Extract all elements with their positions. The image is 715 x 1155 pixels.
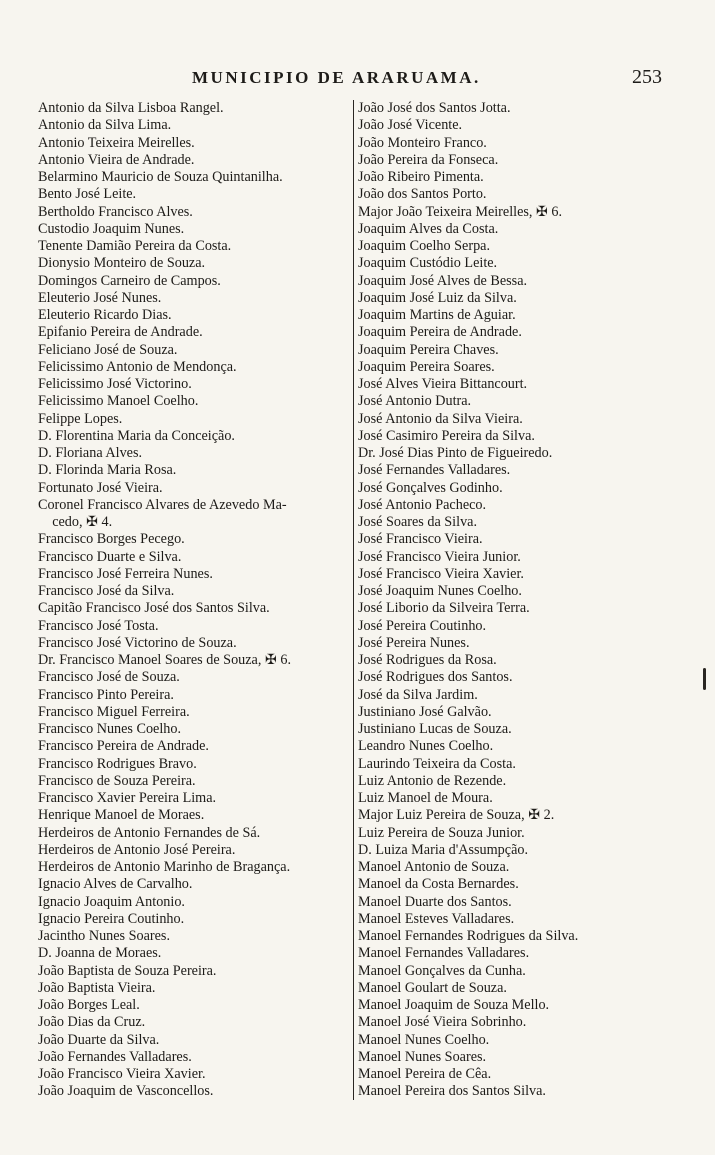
list-entry: Francisco Duarte e Silva. [38, 548, 182, 565]
list-entry: Antonio Teixeira Meirelles. [38, 134, 195, 151]
list-entry: Joaquim Pereira de Andrade. [358, 324, 522, 341]
list-entry: Herdeiros de Antonio Marinho de Bragança. [38, 859, 291, 875]
list-entry: Domingos Carneiro de Campos. [38, 272, 221, 289]
list-entry: José Pereira Coutinho. [358, 617, 487, 634]
page-number: 253 [632, 66, 662, 88]
list-entry: João Ribeiro Pimenta. [358, 169, 484, 185]
margin-mark [703, 668, 706, 690]
list-entry: Manoel Fernandes Valladares. [358, 945, 530, 962]
list-entry: João Francisco Vieira Xavier. [38, 1066, 206, 1082]
list-entry: Manoel Antonio de Souza. [358, 859, 510, 875]
list-entry: cedo, ✠ 4. [38, 514, 113, 530]
list-entry: D. Floriana Alves. [38, 445, 143, 461]
list-entry: José Rodrigues dos Santos. [358, 669, 513, 686]
list-entry: Herdeiros de Antonio Fernandes de Sá. [38, 824, 261, 841]
list-entry: D. Luiza Maria d'Assumpção. [358, 841, 529, 858]
list-entry: Feliciano José de Souza. [38, 341, 178, 358]
list-entry: José Antonio Pacheco. [358, 496, 487, 513]
list-entry: Ignacio Pereira Coutinho. [38, 910, 185, 927]
list-entry: Justiniano José Galvão. [358, 703, 492, 720]
list-entry: João Joaquim de Vasconcellos. [38, 1083, 214, 1100]
list-entry: Jacintho Nunes Soares. [38, 928, 170, 944]
list-entry: José Francisco Vieira Xavier. [358, 565, 524, 582]
list-entry: José Rodrigues da Rosa. [358, 652, 497, 668]
list-entry: José Gonçalves Godinho. [358, 479, 503, 496]
right-column [358, 100, 676, 1101]
list-entry: José Pereira Nunes. [358, 634, 470, 651]
list-entry: Francisco Pinto Pereira. [38, 686, 174, 703]
list-entry: João José Vicente. [358, 117, 463, 134]
list-entry: Major Luiz Pereira de Souza, ✠ 2. [358, 807, 555, 824]
list-entry: Francisco Borges Pecego. [38, 531, 185, 548]
list-entry: José da Silva Jardim. [358, 686, 478, 703]
list-entry: Manoel José Vieira Sobrinho. [358, 1014, 527, 1031]
list-entry: Eleuterio Ricardo Dias. [38, 307, 172, 323]
list-entry: Joaquim Martins de Aguiar. [358, 307, 516, 323]
list-entry: João José dos Santos Jotta. [358, 100, 511, 116]
list-entry: Antonio Vieira de Andrade. [38, 151, 195, 168]
list-entry: Coronel Francisco Alvares de Azevedo Ma- [38, 496, 287, 513]
list-entry: Manoel Goulart de Souza. [358, 979, 507, 996]
list-entry: Joaquim José Luiz da Silva. [358, 289, 517, 306]
list-entry: Antonio da Silva Lima. [38, 117, 172, 134]
list-entry: João Pereira da Fonseca. [358, 151, 499, 168]
list-entry: Manoel Esteves Valladares. [358, 910, 515, 927]
list-entry: Manoel Pereira de Cêa. [358, 1066, 492, 1082]
list-entry: Manoel da Costa Bernardes. [358, 876, 519, 893]
list-entry: Justiniano Lucas de Souza. [358, 721, 512, 737]
list-entry: Joaquim Coelho Serpa. [358, 238, 491, 254]
list-entry: João Monteiro Franco. [358, 134, 487, 151]
list-entry: Bento José Leite. [38, 186, 137, 203]
list-entry: D. Florinda Maria Rosa. [38, 462, 177, 479]
list-entry: Herdeiros de Antonio José Pereira. [38, 841, 236, 858]
list-entry: Leandro Nunes Coelho. [358, 738, 494, 755]
list-entry: Manoel Nunes Coelho. [358, 1031, 490, 1048]
list-entry: Manoel Gonçalves da Cunha. [358, 962, 526, 979]
list-entry: Fortunato José Vieira. [38, 479, 163, 496]
list-entry: Laurindo Teixeira da Costa. [358, 755, 516, 772]
list-entry: Francisco de Souza Pereira. [38, 772, 196, 789]
list-entry: José Alves Vieira Bittancourt. [358, 376, 528, 392]
list-entry: Bertholdo Francisco Alves. [38, 203, 193, 220]
list-entry: Felicissimo José Victorino. [38, 376, 192, 392]
list-entry: Manoel Pereira dos Santos Silva. [358, 1083, 546, 1100]
list-entry: Custodio Joaquim Nunes. [38, 220, 185, 237]
page-title: MUNICIPIO DE ARARUAMA. [192, 68, 481, 87]
list-entry: José Liborio da Silveira Terra. [358, 600, 530, 617]
list-entry: José Francisco Vieira Junior. [358, 548, 521, 565]
list-entry: Major João Teixeira Meirelles, ✠ 6. [358, 203, 563, 220]
list-entry: Ignacio Alves de Carvalho. [38, 876, 193, 893]
list-entry: Luiz Antonio de Rezende. [358, 772, 507, 789]
list-entry: Eleuterio José Nunes. [38, 289, 162, 306]
list-entry: Francisco Pereira de Andrade. [38, 738, 209, 755]
list-entry: João Dias da Cruz. [38, 1014, 146, 1031]
list-entry: Francisco José de Souza. [38, 669, 180, 686]
list-entry: Manoel Fernandes Rodrigues da Silva. [358, 928, 579, 944]
list-entry: Belarmino Mauricio de Souza Quintanilha. [38, 169, 283, 185]
page-header [0, 68, 715, 92]
left-column [38, 100, 350, 1101]
list-entry: Tenente Damião Pereira da Costa. [38, 238, 232, 254]
list-entry: Felicissimo Antonio de Mendonça. [38, 358, 237, 375]
list-entry: José Joaquim Nunes Coelho. [358, 583, 522, 599]
list-entry: Francisco José Tosta. [38, 617, 159, 634]
list-entry: Luiz Pereira de Souza Junior. [358, 824, 525, 841]
list-entry: João Duarte da Silva. [38, 1031, 160, 1048]
list-entry: Joaquim Alves da Costa. [358, 220, 499, 237]
column-divider [353, 100, 354, 1100]
list-entry: José Antonio Dutra. [358, 393, 472, 410]
list-entry: José Fernandes Valladares. [358, 462, 511, 479]
list-entry: D. Florentina Maria da Conceição. [38, 427, 235, 444]
list-entry: José Antonio da Silva Vieira. [358, 410, 523, 427]
list-entry: João Baptista de Souza Pereira. [38, 962, 217, 979]
list-entry: Joaquim Pereira Chaves. [358, 341, 499, 358]
list-entry: Felicissimo Manoel Coelho. [38, 393, 199, 410]
list-entry: D. Joanna de Moraes. [38, 945, 162, 962]
list-entry: Francisco Rodrigues Bravo. [38, 755, 197, 772]
list-entry: Francisco José da Silva. [38, 583, 175, 599]
list-entry: Dr. Francisco Manoel Soares de Souza, ✠ 6. [38, 652, 292, 668]
list-entry: Joaquim José Alves de Bessa. [358, 272, 528, 289]
list-entry: Capitão Francisco José dos Santos Silva. [38, 600, 270, 617]
list-entry: José Francisco Vieira. [358, 531, 483, 548]
list-entry: Antonio da Silva Lisboa Rangel. [38, 100, 224, 116]
list-entry: Joaquim Custódio Leite. [358, 255, 498, 272]
list-entry: João Borges Leal. [38, 997, 140, 1013]
list-entry: José Casimiro Pereira da Silva. [358, 427, 535, 444]
list-entry: Epifanio Pereira de Andrade. [38, 324, 203, 341]
list-entry: Felippe Lopes. [38, 410, 123, 427]
list-entry: Francisco Nunes Coelho. [38, 721, 182, 737]
list-entry: Ignacio Joaquim Antonio. [38, 893, 185, 910]
list-entry: Francisco Miguel Ferreira. [38, 703, 190, 720]
list-entry: Dionysio Monteiro de Souza. [38, 255, 206, 272]
list-entry: Manoel Nunes Soares. [358, 1048, 487, 1065]
list-entry: Manoel Joaquim de Souza Mello. [358, 997, 550, 1013]
list-entry: Francisco José Ferreira Nunes. [38, 565, 213, 582]
list-entry: Francisco Xavier Pereira Lima. [38, 790, 217, 806]
list-entry: Luiz Manoel de Moura. [358, 790, 493, 806]
list-entry: João Baptista Vieira. [38, 979, 156, 996]
list-entry: José Soares da Silva. [358, 514, 478, 530]
list-entry: João Fernandes Valladares. [38, 1048, 192, 1065]
list-entry: Francisco José Victorino de Souza. [38, 634, 237, 651]
list-entry: Dr. José Dias Pinto de Figueiredo. [358, 445, 553, 461]
list-entry: Henrique Manoel de Moraes. [38, 807, 205, 824]
list-entry: João dos Santos Porto. [358, 186, 487, 203]
list-entry: Manoel Duarte dos Santos. [358, 893, 512, 910]
list-entry: Joaquim Pereira Soares. [358, 358, 495, 375]
